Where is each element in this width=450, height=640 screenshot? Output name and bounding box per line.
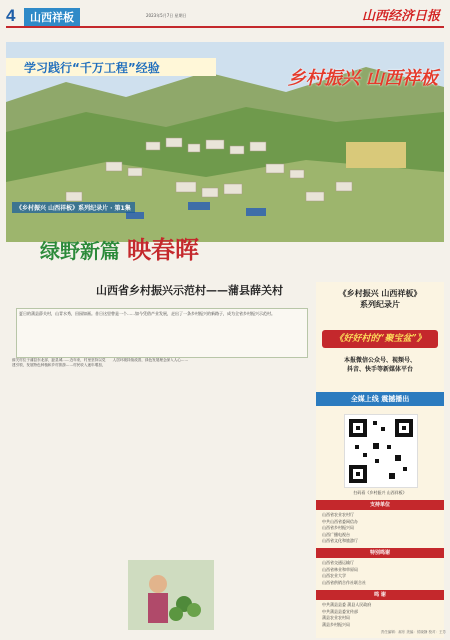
list-item: 山西省供销合作社联合社 (322, 579, 366, 585)
support-units-list (322, 512, 438, 545)
list-item: 中共山西省委网信办 (322, 518, 358, 524)
list-item: 蒲县乡村振兴局 (322, 621, 350, 627)
headline (40, 230, 199, 265)
farmer-harvest-illustration (128, 560, 214, 630)
thanks-list (322, 602, 438, 628)
brand-logo: 乡村振兴 山西祥板 (287, 68, 438, 89)
promo-text (316, 356, 444, 374)
thanks-header: 鸣 谢 (316, 590, 444, 600)
headline-part1: 绿野新篇 (40, 239, 120, 263)
list-item: 中共蒲县县委宣传部 (322, 608, 358, 614)
support-units-header: 支持单位 (316, 500, 444, 510)
series-tag: 《乡村振兴 山西祥板》系列纪录片 · 第1集 (12, 202, 135, 213)
headline-part2: 映春晖 (126, 235, 199, 264)
sidebar-title-line1: 《乡村振兴 山西祥板》 (338, 288, 422, 298)
slogan-banner (6, 58, 216, 76)
launch-band: 全媒上线 震撼播出 (316, 392, 444, 406)
page-header (0, 0, 450, 38)
sidebar-title-line2: 系列纪录片 (360, 299, 400, 309)
list-item: 山西省农业农村厅 (322, 512, 354, 517)
sidebar-title (316, 288, 444, 310)
slogan-text: 学习践行“千万工程”经验 (24, 61, 160, 75)
article-body: 薛关村位于蒲县东北部，距县城……近年来，村里坚持以党建引领，发展特色种植和乡村旅游……村民收入逐年增加，人居环境持续改善，绿色发展理念深入人心…… (12, 358, 189, 368)
qr-code[interactable] (344, 414, 418, 488)
page-number: 4 (6, 6, 16, 25)
special-thanks-header: 特别鸣谢 (316, 548, 444, 558)
inset-photo (128, 560, 214, 630)
list-item: 中共蒲县县委 蒲县人民政府 (322, 602, 372, 607)
list-item: 山西广播电视台 (322, 531, 350, 537)
column-tag: 山西祥板 (24, 8, 80, 26)
list-item: 山西省文化和旅游厅 (322, 538, 358, 544)
promo-line2: 抖音、快手等新媒体平台 (346, 366, 413, 373)
list-item: 山西农业大学 (322, 573, 346, 579)
list-item: 蒲县农业农村局 (322, 615, 350, 621)
promo-sidebar (316, 282, 444, 638)
qr-code-icon (345, 415, 417, 487)
list-item: 山西省交通运输厅 (322, 560, 354, 565)
list-item: 山西省乡村振兴局 (322, 525, 354, 531)
qr-caption: 扫码看《乡村振兴 山西祥板》 (353, 490, 407, 495)
masthead-logo: 山西经济日报 (361, 9, 440, 24)
lead-paragraph: 夏日的蒲县薛关村，山青水秀，田园如画。昔日这里曾是一个……如今凭借产业发展，走出了一条乡村振兴的新路子，成为全省乡村振兴示范村。 (16, 308, 308, 358)
special-thanks-list (322, 560, 438, 586)
date-line: 2023年5月7日 星期日 (146, 13, 187, 18)
subheadline: 山西省乡村振兴示范村——蒲县薛关村 (96, 284, 283, 297)
header-rule (6, 26, 444, 28)
promo-line1: 本报微信公众号、视频号、 (343, 357, 416, 364)
list-item: 山西省林业和草原局 (322, 566, 358, 572)
footer-credits: 责任编辑：郝东 美编：侯晓静 校对：王芳 (380, 630, 446, 634)
episode-title: 《好好村的“聚宝盆”》 (322, 330, 438, 348)
